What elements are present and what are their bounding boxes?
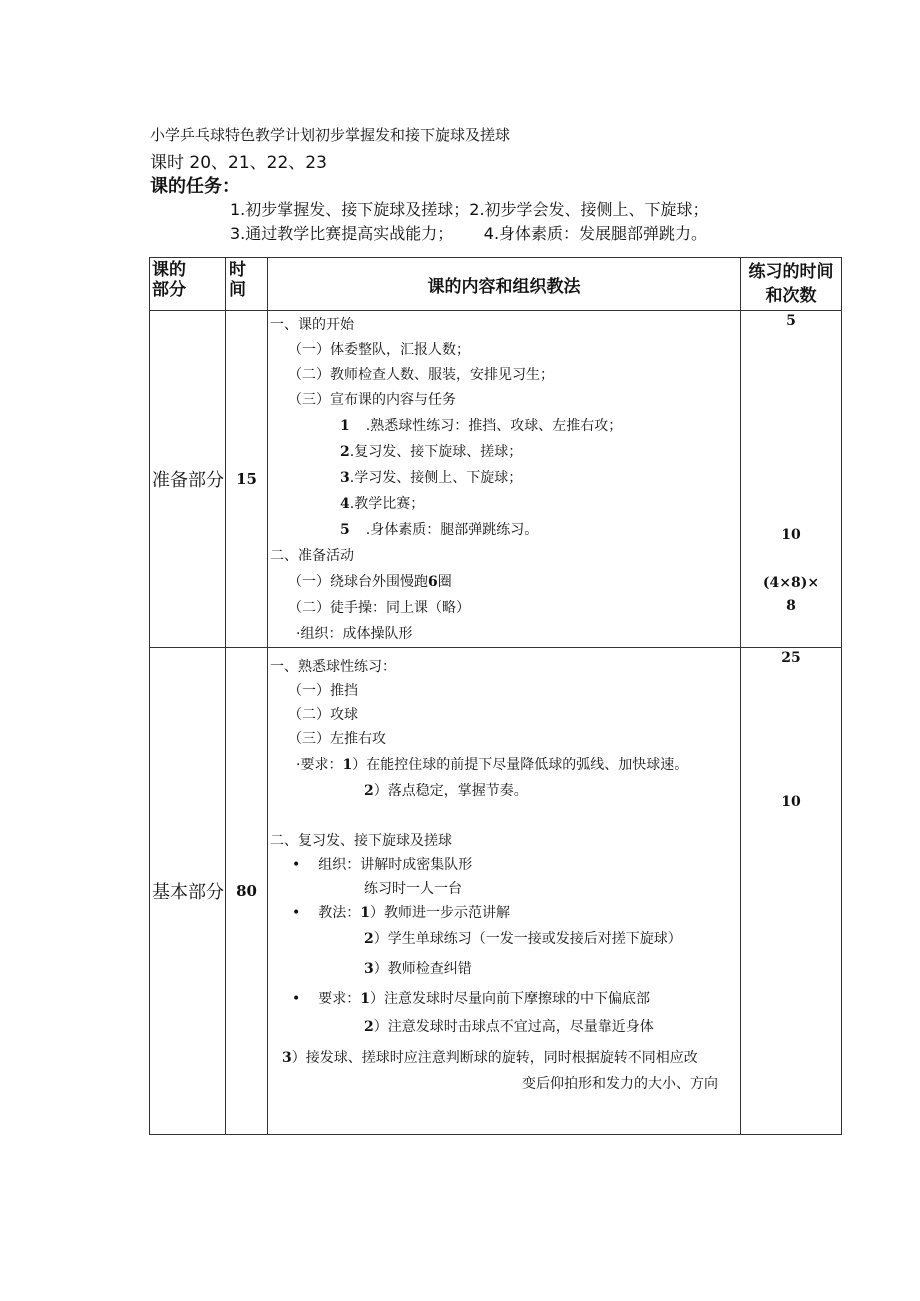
task-line-2: 3.通过教学比赛提高实战能力； 4.身体素质：发展腿部弹跳力。 [230,224,708,243]
prep-line [340,467,522,487]
item-text: .学习发、接侧上、下旋球； [349,470,523,486]
basic-part-label: 基本部分 [150,648,226,1135]
item-text: ）教师进一步示范讲解 [370,905,511,921]
item-text: ）接发球、搓球时应注意判断球的旋转，同时根据旋转不同相应改 [291,1050,698,1066]
item-number: 1 [360,905,371,921]
bullet: • [292,857,301,873]
practice-value: 25 [781,650,801,666]
header-time-line1: 时 [229,260,246,280]
item-number: 2 [364,1019,374,1035]
basic-line [292,988,650,1008]
item-text: ·要求： [296,757,343,773]
item-number: 3 [364,961,374,977]
item-text: ）注意发球时尽量向前下摩擦球的中下偏底部 [370,991,651,1007]
item-text: 教法： [318,905,361,921]
item-number: 2 [364,783,374,799]
prep-line [340,415,622,435]
basic-line: 一、熟悉球性练习： [270,659,396,675]
prep-line: （二）教师检查人数、服装，安排见习生； [288,367,554,383]
basic-line [292,854,472,874]
item-text: 要求： [318,991,361,1007]
basic-line: 二、复习发、接下旋球及搓球 [270,833,452,849]
item-text: .教学比赛； [349,496,425,512]
lesson-numbers: 课时 20、21、22、23 [150,153,327,173]
header-practice [741,258,842,311]
item-number: 1 [342,757,353,773]
basic-line: （三）左推右攻 [288,731,386,747]
basic-practice [741,648,842,1135]
prep-line [340,493,424,513]
header-part-line2: 部分 [152,280,186,300]
basic-line: 练习时一人一台 [364,881,462,897]
prep-row [150,311,842,648]
basic-line: （一）推挡 [288,683,358,699]
basic-line [296,754,688,774]
item-text: 圈 [437,574,452,590]
item-number: 3 [340,470,350,486]
basic-line [364,780,528,800]
item-number: 1 [360,991,371,1007]
basic-line [364,928,682,948]
item-text: ）落点稳定，掌握节奏。 [373,783,528,799]
basic-line: 变后仰拍形和发力的大小、方向 [522,1076,718,1092]
document-title: 小学乒乓球特色教学计划初步掌握发和接下旋球及搓球 [150,126,511,144]
header-part-line1: 课的 [152,260,186,280]
prep-line [288,571,452,591]
item-number: 5 [340,522,350,538]
item-text: ）学生单球练习（一发一接或发接后对搓下旋球） [373,931,682,947]
prep-line: 一、课的开始 [270,317,354,333]
item-text: ）教师检查纠错 [373,961,472,977]
item-text: （一）绕球台外围慢跑 [288,574,428,590]
basic-line [292,902,510,922]
item-number: 6 [428,574,438,590]
prep-line: （一）体委整队，汇报人数； [288,342,470,358]
prep-time: 15 [226,311,268,648]
header-time-line2: 间 [229,280,246,300]
tasks-heading: 课的任务： [150,176,240,197]
prep-practice [741,311,842,648]
item-text: .复习发、接下旋球、搓球； [349,444,523,460]
item-number: 1 [340,418,350,434]
item-number: 3 [282,1050,292,1066]
lesson-plan-table [149,257,842,1135]
item-text: ）在能控住球的前提下尽量降低球的弧线、加快球速。 [352,757,689,773]
header-time [226,258,268,311]
practice-value: (4×8)× [762,575,820,591]
header-practice-line1: 练习的时间 [748,262,834,282]
basic-line [364,958,472,978]
header-row [150,258,842,311]
basic-line [282,1047,698,1067]
prep-line: 二、准备活动 [270,548,354,564]
practice-value: 10 [781,527,801,543]
item-number: 2 [364,931,374,947]
basic-line [364,1016,654,1036]
item-text: .身体素质：腿部弹跳练习。 [365,522,539,538]
item-text: 组织：讲解时成密集队形 [318,857,473,873]
header-practice-line2: 和次数 [765,286,817,306]
prep-content [268,311,741,648]
task-line-1: 1.初步掌握发、接下旋球及搓球；2.初步学会发、接侧上、下旋球； [230,200,709,219]
prep-line [340,441,522,461]
basic-content [268,648,741,1135]
basic-line: （二）攻球 [288,707,358,723]
item-text: ）注意发球时击球点不宜过高，尽量靠近身体 [373,1019,654,1035]
prep-line: （三）宣布课的内容与任务 [288,392,456,408]
header-content: 课的内容和组织教法 [268,258,741,311]
basic-time: 80 [226,648,268,1135]
item-number: 4 [340,496,350,512]
practice-value: 8 [786,598,796,614]
practice-value: 10 [781,794,801,810]
prep-line: ·组织：成体操队形 [296,626,413,642]
basic-row [150,648,842,1135]
prep-line [340,519,538,539]
prep-line: （二）徒手操：同上课（略） [288,600,470,616]
item-text: .熟悉球性练习：推挡、攻球、左推右攻； [365,418,623,434]
prep-part-label: 准备部分 [150,311,226,648]
practice-value: 5 [786,313,796,329]
item-number: 2 [340,444,350,460]
bullet: • [292,991,301,1007]
header-part [150,258,226,311]
bullet: • [292,905,301,921]
